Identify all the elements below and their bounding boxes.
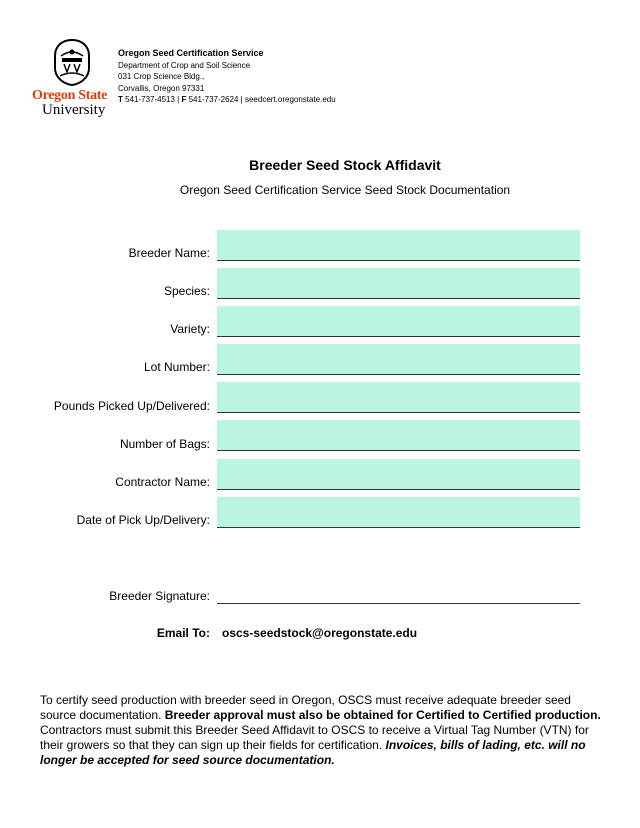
department: Department of Crop and Soil Science: [118, 60, 251, 70]
signature-label: Breeder Signature:: [109, 589, 210, 603]
address-line-2: Corvallis, Oregon 97331: [118, 83, 205, 93]
date-label: Date of Pick Up/Delivery:: [76, 513, 210, 527]
contractor-name-label: Contractor Name:: [115, 475, 210, 489]
paragraph-part-1: To certify seed production with breeder seed in Oregon, OSCS must receive adequate breeder seed source documentation.: [40, 693, 571, 722]
number-of-bags-label: Number of Bags:: [119, 437, 210, 451]
oregon-state-seal-icon: [52, 38, 92, 86]
breeder-name-label: Breeder Name:: [128, 246, 210, 260]
phone-prefix: T: [118, 95, 123, 104]
form-subtitle: Oregon Seed Certification Service Seed Stock Documentation: [179, 183, 511, 197]
fax-prefix: F: [181, 95, 187, 104]
logo-text-university: University: [42, 102, 106, 118]
instructions-paragraph: [40, 693, 605, 768]
paragraph-part-3: Contractors must submit this Breeder Seed Affidavit to OSCS to receive a Virtual Tag Number (VTN) for their growers so that they can sign up their fields for certification.: [40, 723, 589, 752]
variety-label: Variety:: [170, 322, 210, 336]
fax-number: 541-737-2624: [188, 95, 239, 104]
paragraph-part-4: Invoices, bills of lading, etc. will no longer be accepted for seed source documentation.: [40, 738, 586, 767]
organization-info: [118, 48, 336, 106]
osu-logo: [30, 38, 115, 120]
phone-number: 541-737-4513: [125, 95, 175, 104]
contractor-name-field[interactable]: [217, 459, 580, 490]
logo-text-oregon-state: Oregon State: [32, 88, 108, 103]
date-field[interactable]: [217, 497, 580, 528]
organization-name: Oregon Seed Certification Service: [118, 48, 264, 58]
lot-number-label: Lot Number:: [143, 360, 210, 374]
email-label: Email To:: [156, 626, 210, 640]
lot-number-field[interactable]: [217, 344, 580, 375]
separator: |: [238, 95, 245, 104]
contact-line: [118, 94, 336, 106]
species-field[interactable]: [217, 268, 580, 299]
pounds-label: Pounds Picked Up/Delivered:: [53, 399, 210, 413]
website: seedcert.oregonstate.edu: [244, 95, 336, 104]
signature-line[interactable]: [217, 603, 580, 604]
variety-field[interactable]: [217, 306, 580, 337]
species-label: Species:: [163, 284, 210, 298]
paragraph-part-2: Breeder approval must also be obtained for Certified to Certified production.: [164, 708, 601, 722]
address-line-1: 031 Crop Science Bldg.,: [118, 72, 205, 81]
number-of-bags-field[interactable]: [217, 420, 580, 451]
breeder-name-field[interactable]: [217, 230, 580, 261]
email-address[interactable]: oscs-seedstock@oregonstate.edu: [222, 626, 418, 640]
separator: |: [174, 95, 182, 104]
form-title: Breeder Seed Stock Affidavit: [249, 157, 441, 173]
pounds-field[interactable]: [217, 382, 580, 413]
